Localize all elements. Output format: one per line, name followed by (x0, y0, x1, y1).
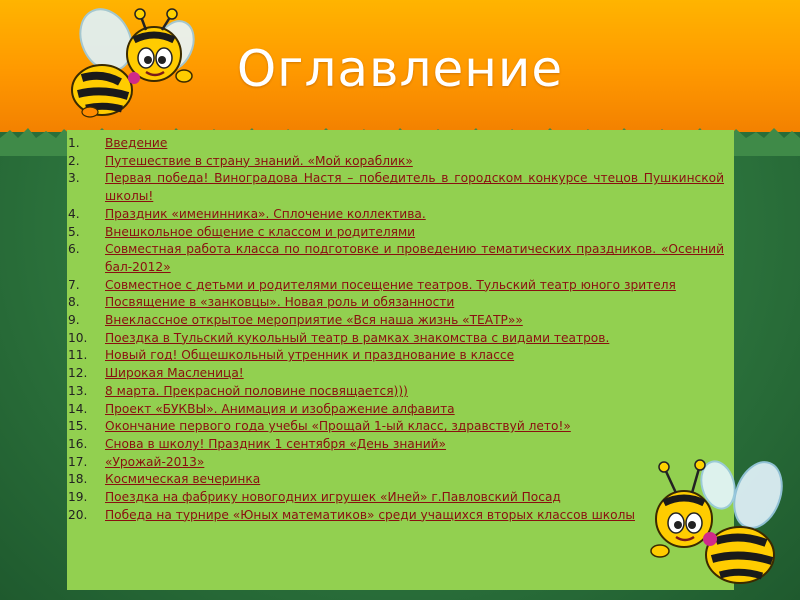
toc-number: 3. (68, 171, 80, 186)
toc-number: 17. (68, 454, 88, 469)
toc-link[interactable]: Космическая вечеринка (105, 472, 261, 487)
toc-link[interactable]: 8 марта. Прекрасной половине посвящается))) (105, 383, 408, 398)
toc-link[interactable]: Совместное с детьми и родителями посещение театров. Тульский театр юного зрителя (105, 277, 676, 292)
toc-link[interactable]: Поездка на фабрику новогодних игрушек «Иней» г.Павловский Посад (105, 490, 561, 505)
toc-item (68, 330, 724, 348)
toc-item (68, 507, 724, 525)
toc-item (68, 224, 724, 242)
toc-item (68, 418, 724, 436)
toc-item (68, 347, 724, 365)
toc-number: 8. (68, 295, 80, 310)
toc-item (68, 170, 724, 205)
toc-number: 19. (68, 490, 88, 505)
toc-number: 14. (68, 401, 88, 416)
toc-item (68, 471, 724, 489)
toc-number: 1. (68, 136, 80, 150)
toc-number: 4. (68, 206, 80, 221)
slide-title: Оглавление (236, 40, 564, 98)
toc-number: 10. (68, 330, 88, 345)
toc-link[interactable]: Снова в школу! Праздник 1 сентября «День знаний» (105, 436, 447, 451)
toc-number: 11. (68, 348, 88, 363)
toc-list (68, 135, 724, 524)
bee-mascot-icon (640, 455, 790, 595)
toc-link[interactable]: «Урожай-2013» (105, 454, 205, 469)
toc-number: 16. (68, 436, 88, 451)
toc-link[interactable]: Внеклассное открытое мероприятие «Вся наша жизнь «ТЕАТР»» (105, 313, 523, 328)
toc-link[interactable]: Совместная работа класса по подготовке и проведению тематических праздников. «Осенний бал-2012» (105, 242, 724, 274)
toc-number: 20. (68, 507, 88, 522)
toc-link[interactable]: Окончание первого года учебы «Прощай 1-ый класс, здравствуй лето!» (105, 419, 571, 434)
toc-item (68, 312, 724, 330)
toc-link[interactable]: Внешкольное общение с классом и родителями (105, 224, 416, 239)
toc-item (68, 383, 724, 401)
toc-number: 13. (68, 383, 88, 398)
toc-link[interactable]: Широкая Масленица! (105, 366, 244, 381)
toc-item (68, 436, 724, 454)
toc-link[interactable]: Первая победа! Виноградова Настя – победитель в городском конкурсе чтецов Пушкинской школы! (105, 171, 724, 204)
toc-item (68, 454, 724, 472)
toc-link[interactable]: Новый год! Общешкольный утренник и празднование в классе (105, 348, 515, 363)
toc-item (68, 153, 724, 171)
toc-number: 9. (68, 313, 80, 328)
toc-link[interactable]: Праздник «именинника». Сплочение коллектива. (105, 206, 426, 221)
toc-link[interactable]: Поездка в Тульский кукольный театр в рамках знакомства с видами театров. (105, 330, 610, 345)
toc-item (68, 294, 724, 312)
toc-number: 18. (68, 472, 88, 487)
bee-mascot-icon (62, 6, 198, 124)
toc-item (68, 277, 724, 295)
toc-link[interactable]: Путешествие в страну знаний. «Мой кораблик» (105, 153, 413, 168)
toc-item (68, 401, 724, 419)
toc-link[interactable]: Проект «БУКВЫ». Анимация и изображение алфавита (105, 401, 455, 416)
toc-item (68, 365, 724, 383)
toc-item (68, 489, 724, 507)
toc-item (68, 206, 724, 224)
toc-item (68, 135, 724, 153)
toc-item (68, 241, 724, 276)
toc-link[interactable]: Посвящение в «занковцы». Новая роль и обязанности (105, 295, 455, 310)
toc-link[interactable]: Победа на турнире «Юных математиков» среди учащихся вторых классов школы (105, 507, 635, 522)
toc-number: 12. (68, 366, 88, 381)
toc-number: 6. (68, 242, 80, 257)
toc-number: 15. (68, 419, 88, 434)
toc-number: 7. (68, 277, 80, 292)
toc-link[interactable]: Введение (105, 136, 168, 150)
toc-number: 5. (68, 224, 80, 239)
toc-number: 2. (68, 153, 80, 168)
